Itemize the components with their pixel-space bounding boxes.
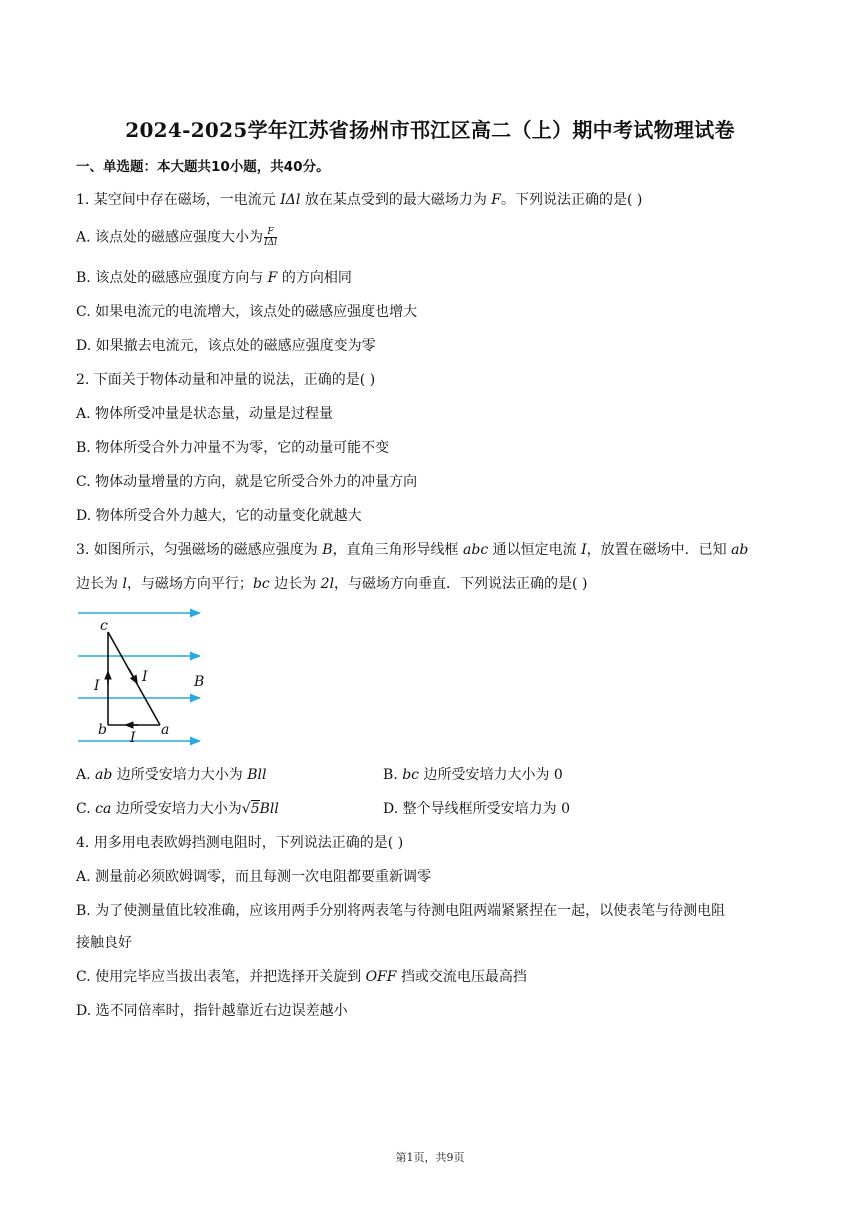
q3-option-b-value: 0 bbox=[553, 767, 563, 783]
q4-option-b-line2: 接触良好 bbox=[76, 935, 132, 951]
q3-magnetic-field-figure bbox=[74, 606, 214, 751]
q2-option-d: D. 物体所受合外力越大，它的动量变化就越大 bbox=[76, 508, 362, 524]
label-current-bottom: I bbox=[130, 730, 136, 746]
q3-stem-text: 3. 如图所示，匀强磁场的磁感应强度为 bbox=[76, 542, 318, 558]
q1-stem-text: 。下列说法正确的是( ) bbox=[501, 192, 643, 208]
q4-option-c-math: OFF bbox=[365, 969, 397, 985]
label-field-b: B bbox=[194, 674, 205, 690]
q4-option-a: A. 测量前必须欧姆调零，而且每测一次电阻都要重新调零 bbox=[76, 869, 432, 885]
q3-option-d bbox=[383, 800, 570, 818]
sqrt-sign: √ bbox=[241, 801, 251, 817]
q3-option-b-text: B. bbox=[383, 767, 398, 783]
q1-stem-text: 1. 某空间中存在磁场，一电流元 bbox=[76, 192, 276, 208]
q3-stem-line2 bbox=[76, 575, 587, 593]
exam-title: 2024-2025学年江苏省扬州市邗江区高二（上）期中考试物理试卷 bbox=[125, 118, 735, 142]
q4-option-d: D. 选不同倍率时，指针越靠近右边误差越小 bbox=[76, 1003, 348, 1019]
triangle-wire-frame bbox=[108, 632, 160, 725]
q3-option-c bbox=[76, 800, 279, 818]
q3-option-b-text: 边所受安培力大小为 bbox=[423, 767, 550, 783]
q1-option-b-math: F bbox=[267, 270, 278, 286]
q4-option-b-line1: B. 为了使测量值比较准确，应该用两手分别将两表笔与待测电阻两端紧紧捏在一起，以使表笔与待测电阻 bbox=[76, 903, 726, 919]
q3-option-a-text: 边所受安培力大小为 bbox=[116, 767, 243, 783]
q2-option-b: B. 物体所受合外力冲量不为零，它的动量可能不变 bbox=[76, 440, 390, 456]
q3-stem-text: 通以恒定电流 bbox=[492, 542, 577, 558]
q4-option-c-text: 挡或交流电压最高挡 bbox=[400, 969, 527, 985]
q1-option-b-text: B. 该点处的磁感应强度方向与 bbox=[76, 270, 264, 286]
q1-stem-text: 放在某点受到的最大磁场力为 bbox=[304, 192, 487, 208]
q3-option-a bbox=[76, 766, 266, 784]
section-heading: 一、单选题：本大题共10小题，共40分。 bbox=[76, 159, 330, 175]
q3-option-c-math: ca bbox=[95, 801, 112, 817]
q3-math: B bbox=[322, 542, 333, 558]
q3-stem-text: ，放置在磁场中．已知 bbox=[586, 542, 727, 558]
q1-option-c: C. 如果电流元的电流增大，该点处的磁感应强度也增大 bbox=[76, 304, 418, 320]
q3-stem-text: ，与磁场方向平行； bbox=[126, 576, 253, 592]
label-c: c bbox=[100, 618, 108, 634]
sqrt-radicand: 5 bbox=[250, 801, 260, 817]
q3-math: abc bbox=[463, 542, 489, 558]
q1-option-d: D. 如果撤去电流元，该点处的磁感应强度变为零 bbox=[76, 338, 376, 354]
q3-option-b bbox=[383, 766, 563, 784]
q1-option-b-text: 的方向相同 bbox=[281, 270, 352, 286]
field-lines bbox=[78, 613, 200, 741]
fraction-numerator: F bbox=[264, 227, 277, 238]
label-current-diag: I bbox=[142, 669, 148, 685]
q3-stem-text: ，与磁场方向垂直．下列说法正确的是( ) bbox=[334, 576, 588, 592]
q3-stem-line1 bbox=[76, 541, 748, 559]
current-arrow-diag bbox=[129, 669, 137, 683]
q3-math: 2l bbox=[320, 576, 335, 592]
q3-stem-text: 边长为 bbox=[274, 576, 317, 592]
q3-option-d-text: D. 整个导线框所受安培力为 bbox=[383, 801, 557, 817]
label-current-left: I bbox=[94, 678, 100, 694]
q1-math-force: F bbox=[491, 192, 502, 208]
q3-option-c-text: 边所受安培力大小为 bbox=[115, 801, 242, 817]
q3-option-a-math: Bll bbox=[247, 767, 267, 783]
q4-option-c bbox=[76, 968, 527, 986]
fraction-denominator: IΔl bbox=[264, 238, 277, 248]
q3-math: ab bbox=[731, 542, 749, 558]
q3-option-c-text: C. bbox=[76, 801, 91, 817]
q3-option-c-sqrt bbox=[242, 800, 260, 817]
q3-stem-text: 边长为 bbox=[76, 576, 118, 592]
q3-math: bc bbox=[252, 576, 270, 592]
q3-option-a-math: ab bbox=[95, 767, 113, 783]
q4-option-c-text: C. 使用完毕应当拔出表笔，并把选择开关旋到 bbox=[76, 969, 362, 985]
q1-stem bbox=[76, 191, 642, 209]
q2-option-c: C. 物体动量增量的方向，就是它所受合外力的冲量方向 bbox=[76, 474, 418, 490]
q1-option-b bbox=[76, 269, 352, 287]
q4-stem: 4. 用多用电表欧姆挡测电阻时，下列说法正确的是( ) bbox=[76, 835, 404, 851]
q3-option-a-text: A. bbox=[76, 767, 91, 783]
q3-math: I bbox=[581, 542, 587, 558]
page-footer: 第1页，共9页 bbox=[395, 1151, 465, 1164]
q2-option-a: A. 物体所受冲量是状态量，动量是过程量 bbox=[76, 406, 334, 422]
q3-option-b-math: bc bbox=[402, 767, 420, 783]
q1-option-a-fraction bbox=[264, 227, 277, 248]
q1-math-current-element: IΔl bbox=[280, 192, 301, 208]
q3-option-c-math: Bll bbox=[259, 801, 279, 817]
q3-math: l bbox=[122, 576, 127, 592]
label-b: b bbox=[98, 722, 107, 738]
q1-option-a-text: A. 该点处的磁感应强度大小为 bbox=[76, 229, 264, 246]
q3-option-d-value: 0 bbox=[561, 801, 571, 817]
q1-option-a bbox=[76, 227, 277, 248]
q2-stem: 2. 下面关于物体动量和冲量的说法，正确的是( ) bbox=[76, 372, 376, 388]
label-a: a bbox=[161, 722, 170, 738]
q3-stem-text: ，直角三角形导线框 bbox=[332, 542, 459, 558]
